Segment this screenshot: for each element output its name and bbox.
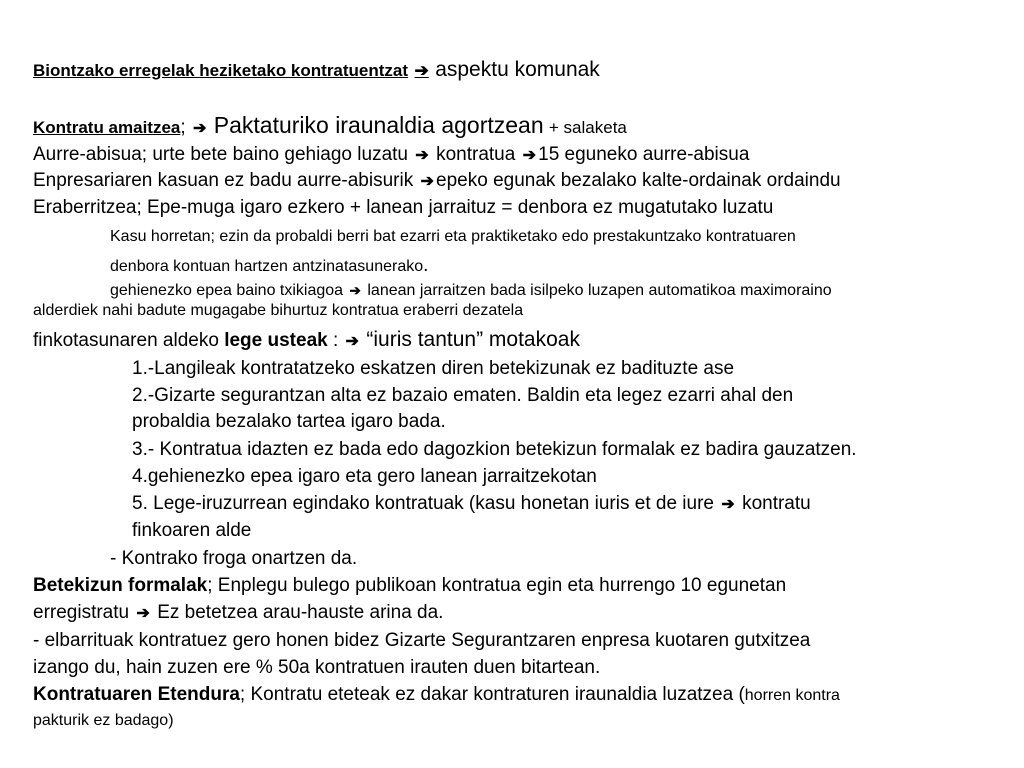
item-2-line-2: probaldia bezalako tartea igaro bada. [132, 411, 446, 432]
text-b: lanean jarraitzen bada isilpeko luzapen automatikoa maximoraino [367, 282, 832, 299]
arrow-icon: ➔ [349, 283, 361, 298]
item-1: 1.-Langileak kontratatzeko eskatzen diren betekizunak ez badituzte ase [132, 358, 735, 379]
line-aurre-abisua [33, 144, 749, 166]
line-finkotasunaren [33, 328, 580, 352]
item-2-line-1: 2.-Gizarte segurantzan alta ez bazaio ematen. Baldin eta legez ezarri ahal den [132, 385, 794, 406]
section-label: Kontratu amaitzea [33, 118, 181, 137]
line-etendura-2: pakturik ez badago) [33, 712, 174, 729]
colon: : [327, 330, 344, 351]
text-a: erregistratu [33, 602, 130, 623]
kasu-line-2-text: denbora kontuan hartzen antzinatasunerako [110, 258, 424, 275]
gehienezko-line-1 [110, 282, 832, 300]
arrow-icon: ➔ [345, 332, 360, 350]
semicolon: ; [180, 117, 186, 138]
arrow-icon: ➔ [415, 146, 429, 164]
text-a: Enpresariaren kasuan ez badu aurre-abisurik [33, 170, 414, 191]
line-betekizun-2 [33, 602, 443, 624]
betekizun-label: Betekizun formalak [33, 575, 208, 596]
kasu-line-2 [110, 255, 428, 277]
text-b: Ez betetzea arau-hauste arina da. [157, 602, 444, 623]
text-a: gehienezko epea baino txikiagoa [110, 282, 344, 299]
etendura-text: ; Kontratu eteteak ez dakar kontraturen iraunaldia luzatzea ( [239, 684, 745, 705]
arrow-icon: ➔ [522, 146, 537, 164]
section-text: Paktaturiko iraunaldia agortzean [213, 112, 544, 138]
section-kontratu-amaitzea [33, 112, 627, 139]
title-rest: aspektu komunak [435, 58, 600, 81]
text-a: 5. Lege-iruzurrean egindako kontratuak (kasu honetan iuris et de iure [132, 493, 714, 514]
text-b: kontratua [436, 144, 516, 165]
section-small: + salaketa [548, 118, 627, 137]
betekizun-text: ; Enplegu bulego publikoan kontratua egin eta hurrengo 10 egunetan [207, 575, 787, 596]
lege-usteak: lege usteak [224, 330, 328, 351]
arrow-icon: ➔ [721, 495, 735, 513]
line-enpresariaren [33, 170, 841, 192]
arrow-icon: ➔ [192, 119, 207, 137]
item-5-line-2: finkoaren alde [132, 520, 252, 541]
text-a: finkotasunaren aldeko [33, 330, 219, 351]
title-bold: Biontzako erregelak heziketako kontratuentzat [33, 61, 409, 80]
item-4: 4.gehienezko epea igaro eta gero lanean jarraitzekotan [132, 466, 597, 487]
line-elbarrituak-1: - elbarrituak kontratuez gero honen bidez Gizarte Segurantzaren enpresa kuotaren gutxitzea [33, 630, 811, 651]
iuris-tantun: “iuris tantun” motakoak [366, 328, 580, 351]
line-betekizun [33, 575, 786, 597]
document-title [33, 58, 600, 82]
text-a: Aurre-abisua; urte bete baino gehiago luzatu [33, 144, 408, 165]
kasu-line-1: Kasu horretan; ezin da probaldi berri bat ezarri eta praktiketako edo prestakuntzako kontratuaren [110, 228, 796, 245]
gehienezko-line-2: alderdiek nahi badute mugagabe bihurtuz kontratua eraberri dezatela [33, 302, 524, 319]
arrow-icon: ➔ [414, 61, 429, 80]
item-3: 3.- Kontratua idazten ez bada edo dagozkion betekizun formalak ez badira gauzatzen. [132, 439, 857, 460]
line-etendura [33, 684, 840, 706]
line-kontrako: - Kontrako froga onartzen da. [110, 548, 358, 569]
text-c: 15 eguneko aurre-abisua [538, 144, 750, 165]
etendura-label: Kontratuaren Etendura [33, 684, 240, 705]
line-elbarrituak-2: izango du, hain zuzen ere % 50a kontratuen irauten duen bitartean. [33, 657, 601, 678]
arrow-icon: ➔ [420, 172, 435, 190]
kasu-line-2-end: . [423, 255, 429, 276]
text-b: kontratu [742, 493, 811, 514]
item-5-line-1 [132, 493, 811, 515]
etendura-small: horren kontra [744, 687, 840, 704]
text-b: epeko egunak bezalako kalte-ordainak ordaindu [436, 170, 841, 191]
line-eraberritzea: Eraberritzea; Epe-muga igaro ezkero + lanean jarraituz = denbora ez mugatutako luzatu [33, 197, 774, 218]
arrow-icon: ➔ [136, 604, 150, 622]
